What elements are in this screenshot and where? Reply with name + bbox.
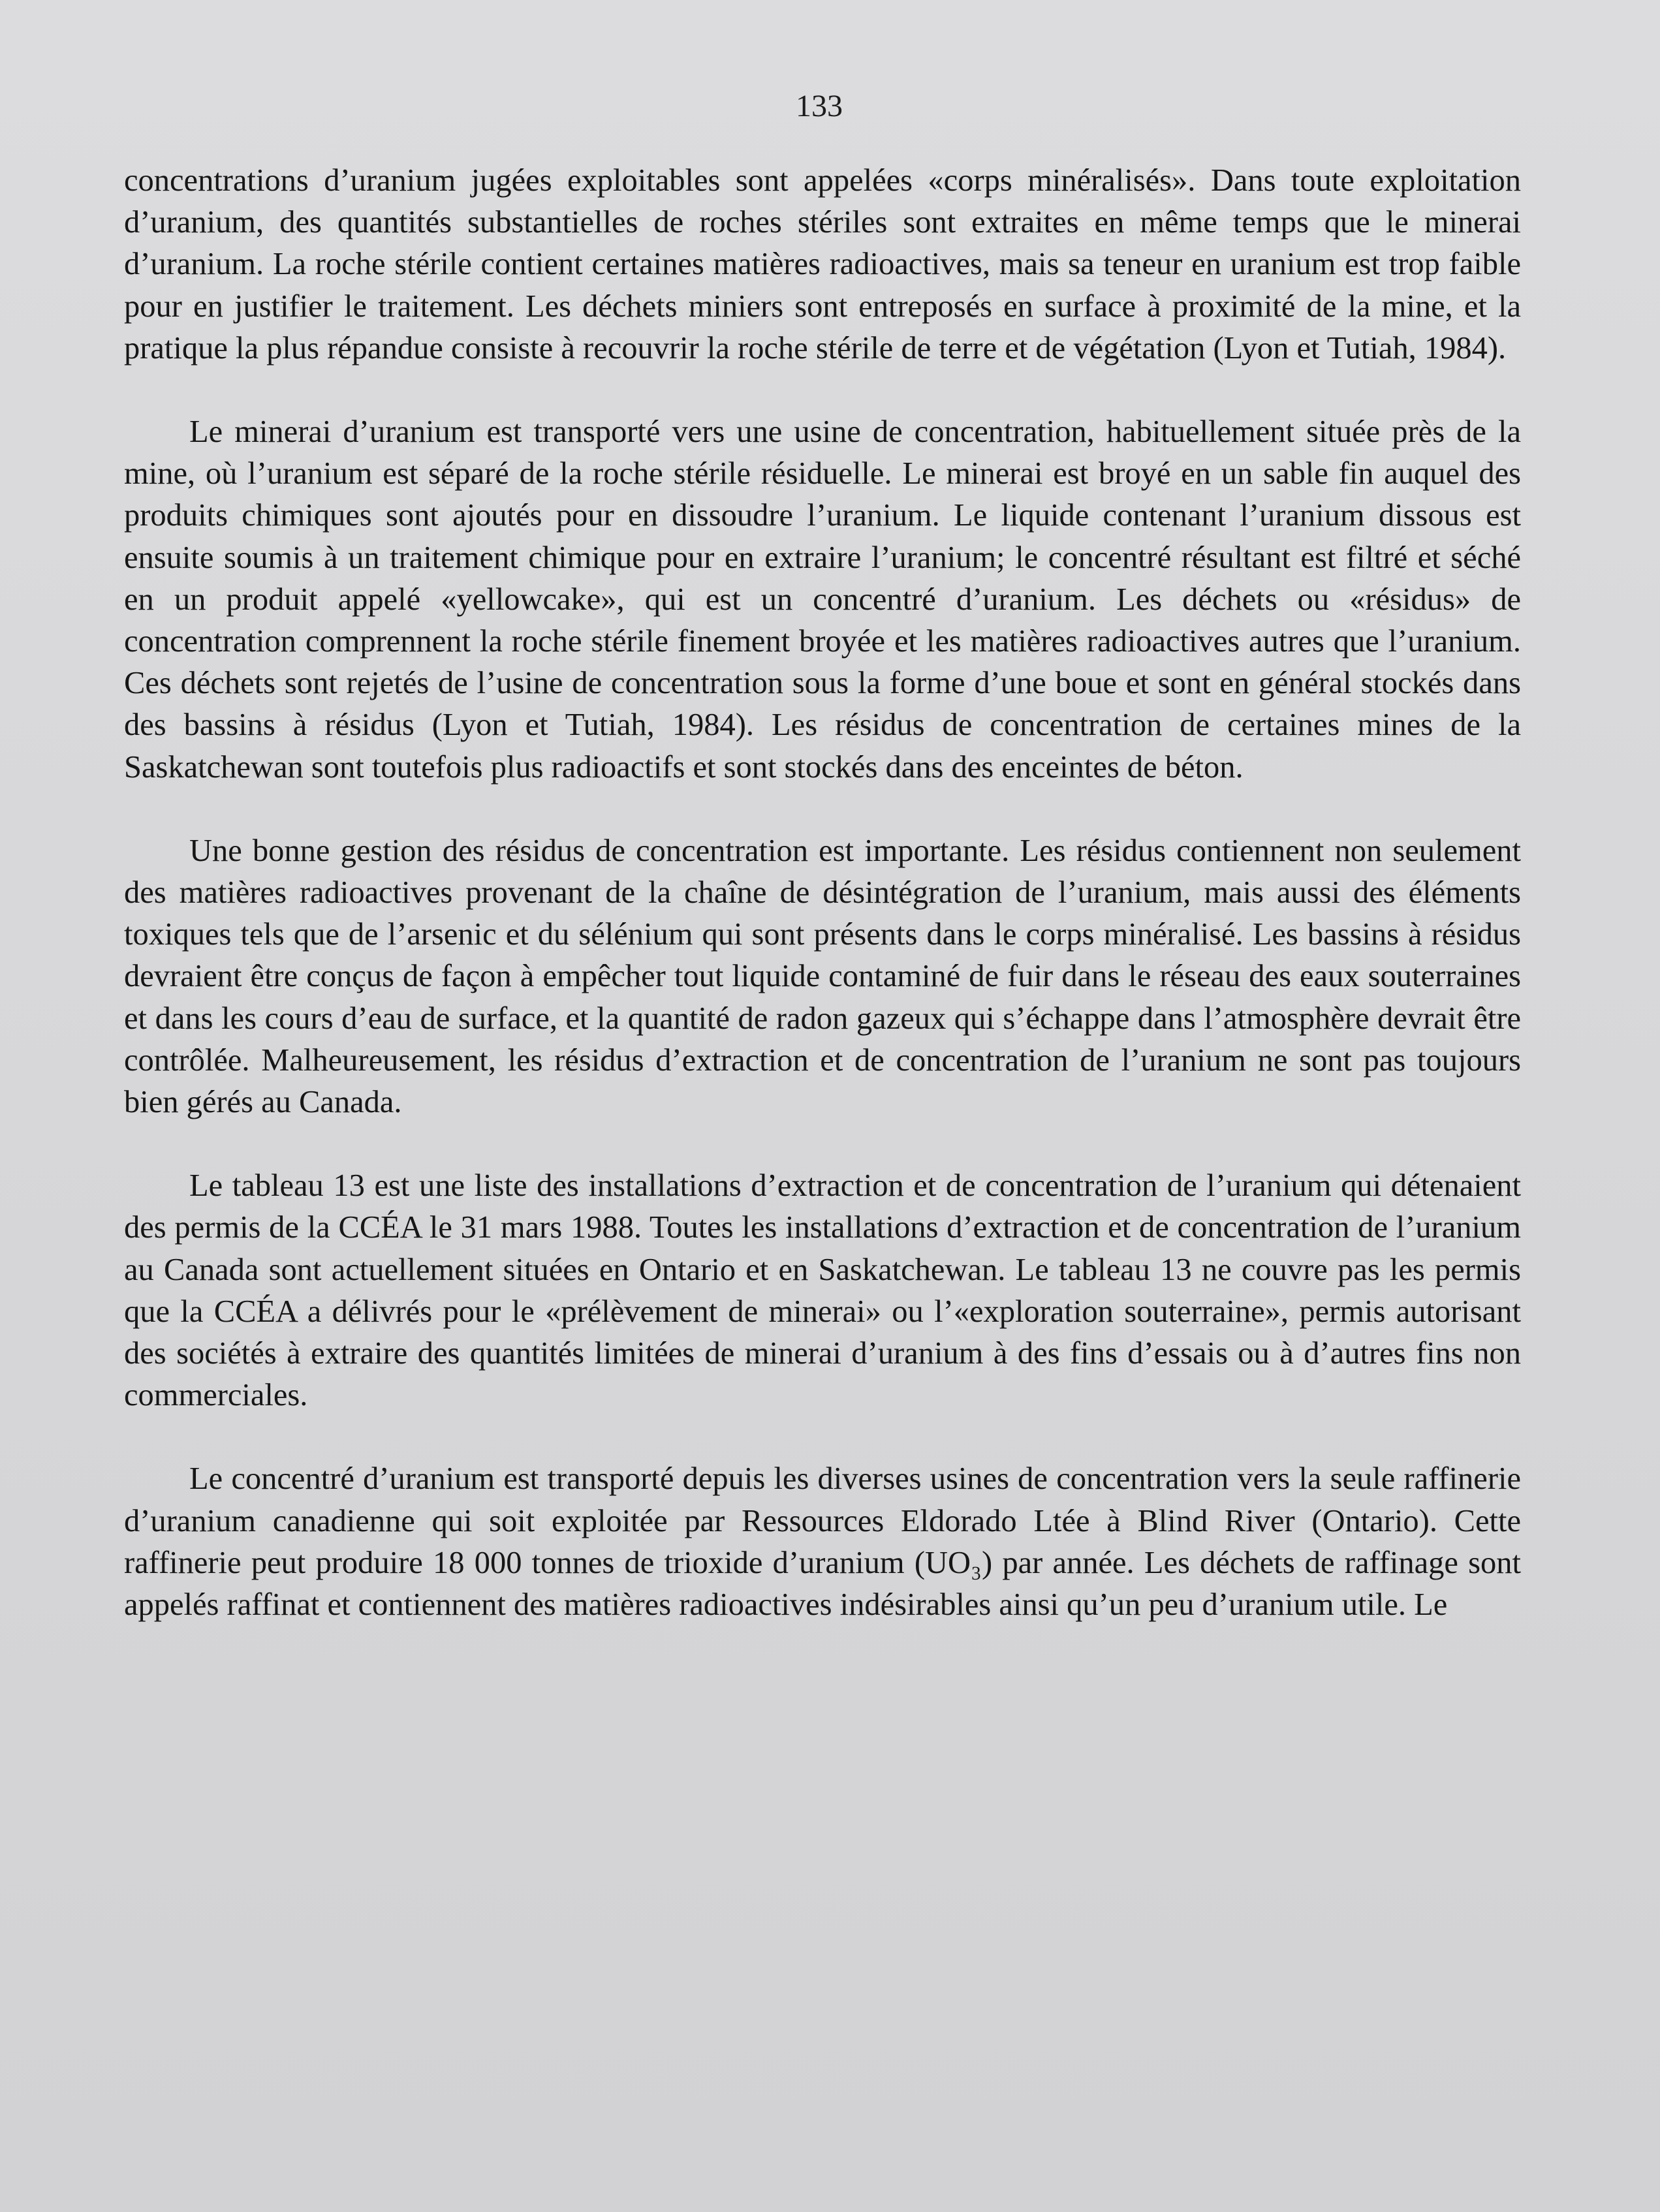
paragraph-continuation: concentrations d’uranium jugées exploitables sont appelées «corps minéralisés». Dans toute exploitation d’uranium, des quantités substantielles de roches stériles sont extraites en même temps que le minerai d’uranium. La roche stérile contient certaines matières radioactives, mais sa teneur en uranium est trop faible pour en justifier le traitement. Les déchets miniers sont entreposés en surface à proximité de la mine, et la pratique la plus répandue consiste à recouvrir la roche stérile de terre et de végétation (Lyon et Tutiah, 1984).: [124, 163, 1521, 366]
paragraph-refinery: Le concentré d’uranium est transporté depuis les diverses usines de concentration vers la seule raffinerie d’uranium canadienne qui soit exploitée par Ressources Eldorado Ltée à Blind River (Ontario). Cette raffinerie peut produire 18 000 tonnes de trioxide d’uranium (UO₃) par année. Les déchets de raffinage sont appelés raffinat et contiennent des matières radioactives indésirables ainsi qu’un peu d’uranium utile. Le: [124, 1461, 1521, 1623]
paragraph-concentration-process: Le minerai d’uranium est transporté vers une usine de concentration, habituellement située près de la mine, où l’uranium est séparé de la roche stérile résiduelle. Le minerai est broyé en un sable fin auquel des produits chimiques sont ajoutés pour en dissoudre l’uranium. Le liquide contenant l’uranium dissous est ensuite soumis à un traitement chimique pour en extraire l’uranium; le concentré résultant est filtré et séché en un produit appelé «yellowcake», qui est un concentré d’uranium. Les déchets ou «résidus» de concentration comprennent la roche stérile finement broyée et les matières radioactives autres que l’uranium. Ces déchets sont rejetés de l’usine de concentration sous la forme d’une boue et sont en général stockés dans des bassins à résidus (Lyon et Tutiah, 1984). Les résidus de concentration de certaines mines de la Saskatchewan sont toutefois plus radioactifs et sont stockés dans des enceintes de béton.: [124, 414, 1521, 785]
page-number: 133: [796, 89, 843, 123]
body-text: [124, 160, 1521, 1626]
paragraph-table-13: Le tableau 13 est une liste des installations d’extraction et de concentration de l’uranium qui détenaient des permis de la CCÉA le 31 mars 1988. Toutes les installations d’extraction et de concentration de l’uranium au Canada sont actuellement situées en Ontario et en Saskatchewan. Le tableau 13 ne couvre pas les permis que la CCÉA a délivrés pour le «prélèvement de minerai» ou l’«exploration souterraine», permis autorisant des sociétés à extraire des quantités limitées de minerai d’uranium à des fins d’essais ou à d’autres fins non commerciales.: [124, 1168, 1521, 1413]
paragraph-tailings-management: Une bonne gestion des résidus de concentration est importante. Les résidus contiennent non seulement des matières radioactives provenant de la chaîne de désintégration de l’uranium, mais aussi des éléments toxiques tels que de l’arsenic et du sélénium qui sont présents dans le corps minéralisé. Les bassins à résidus devraient être conçus de façon à empêcher tout liquide contaminé de fuir dans le réseau des eaux souterraines et dans les cours d’eau de surface, et la quantité de radon gazeux qui s’échappe dans l’atmosphère devrait être contrôlée. Malheureusement, les résidus d’extraction et de concentration de l’uranium ne sont pas toujours bien gérés au Canada.: [124, 833, 1521, 1120]
